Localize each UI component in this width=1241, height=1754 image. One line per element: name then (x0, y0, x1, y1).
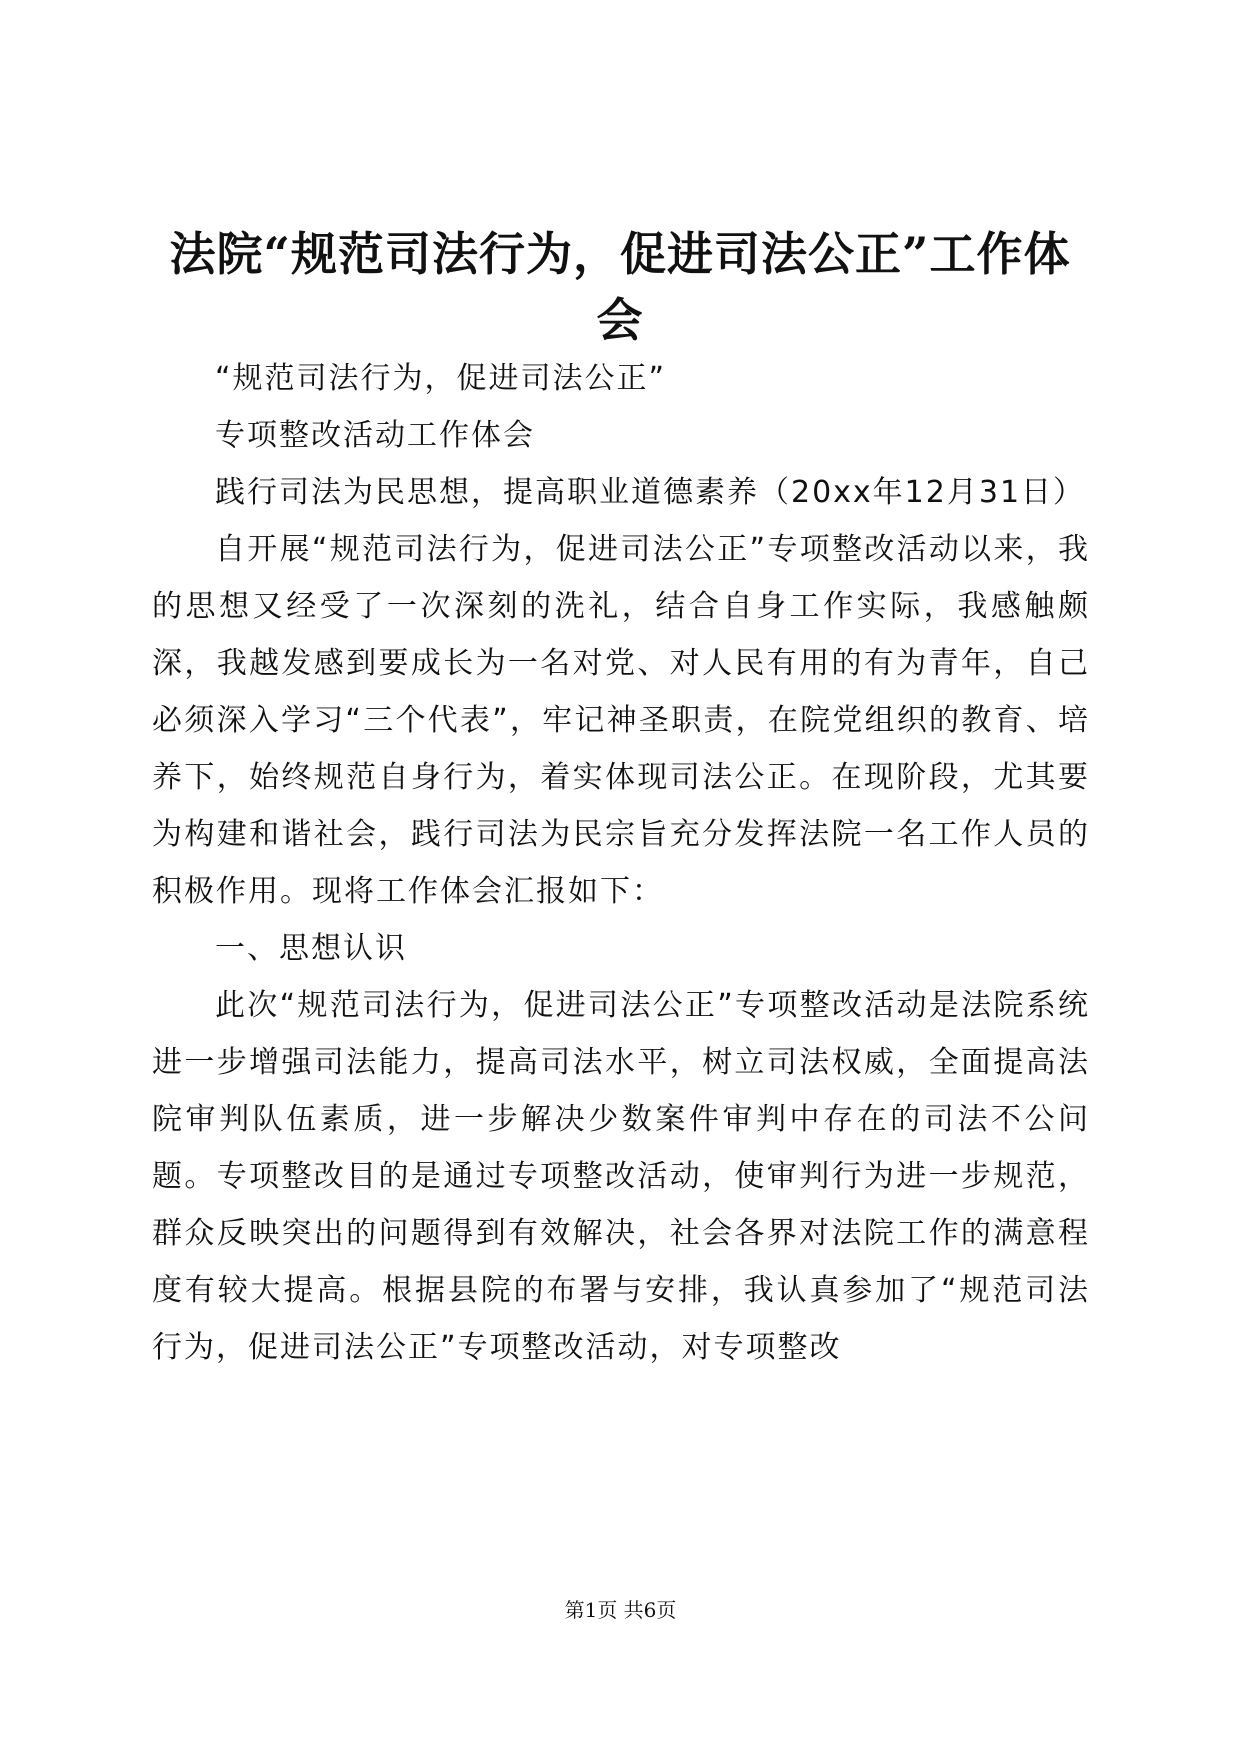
page-number: 第1页 共6页 (564, 1598, 677, 1622)
paragraph-intro: 自开展“规范司法行为，促进司法公正”专项整改活动以来，我的思想又经受了一次深刻的洗礼，结合自身工作实际，我感触颇深，我越发感到要成长为一名对党、对人民有用的有为青年，自己必须深入学习“三个代表”，牢记神圣职责，在院党组织的教育、培养下，始终规范自身行为，着实体现司法公正。在现阶段，尤其要为构建和谐社会，践行司法为民宗旨充分发挥法院一名工作人员的积极作用。现将工作体会汇报如下： (152, 532, 1090, 909)
document-title: 法院“规范司法行为，促进司法公正”工作体会 (169, 226, 1071, 347)
paragraph-subtitle-2: 专项整改活动工作体会 (215, 418, 535, 453)
paragraph-section-1: 此次“规范司法行为，促进司法公正”专项整改活动是法院系统进一步增强司法能力，提高司法水平，树立司法权威，全面提高法院审判队伍素质，进一步解决少数案件审判中存在的司法不公问题。专项整改目的是通过专项整改活动，使审判行为进一步规范，群众反映突出的问题得到有效解决，社会各界对法院工作的满意程度有较大提高。根据县院的布署与安排，我认真参加了“规范司法行为，促进司法公正”专项整改活动，对专项整改 (152, 988, 1090, 1365)
document-body (152, 350, 1090, 1376)
paragraph-subtitle-1: “规范司法行为，促进司法公正” (215, 361, 667, 396)
section-heading: 一、思想认识 (215, 931, 407, 966)
paragraph-subtitle-3: 践行司法为民思想，提高职业道德素养（20xx年12月31日） (215, 475, 1086, 510)
